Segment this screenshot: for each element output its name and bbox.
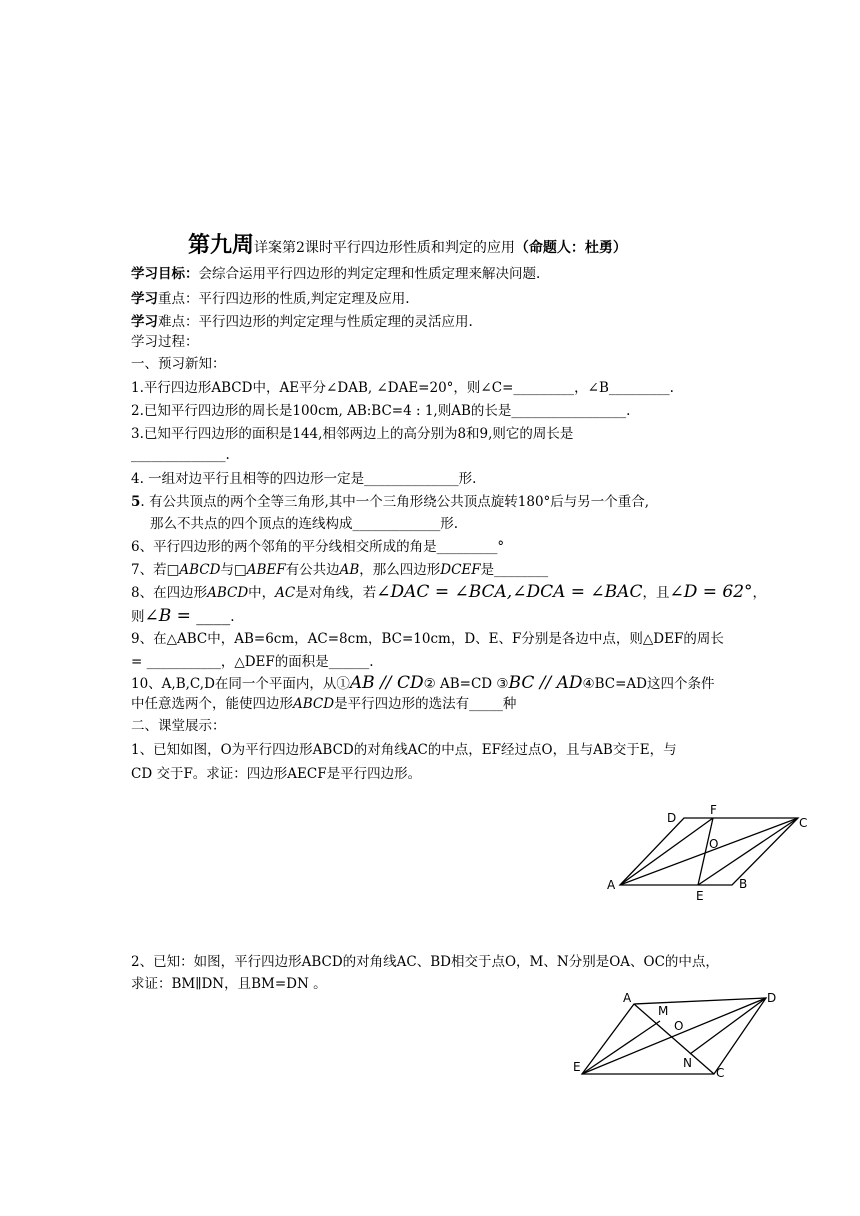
figure-2-parallelogram: [570, 988, 790, 1083]
q8-part: 8、在四边形: [131, 585, 208, 601]
figure-1-label: C: [799, 816, 808, 830]
question-7: [131, 564, 548, 578]
q8-formula: ∠D = 62°: [669, 582, 753, 602]
problem-2b: 求证：BM∥DN，且BM=DN 。: [131, 976, 327, 992]
q8-part: 则: [131, 609, 145, 625]
q7-part: AB: [339, 562, 360, 578]
q8-part: ABCD: [207, 585, 249, 601]
keypoint-line: [131, 293, 410, 307]
figure-1-label: D: [667, 811, 677, 825]
keypoint-label-2: 重点：: [158, 291, 199, 307]
q7-part: □ABEF: [233, 562, 286, 578]
figure-2-label: M: [658, 1004, 669, 1018]
figure-2-label: O: [674, 1019, 684, 1033]
figure-1-label: O: [709, 837, 719, 851]
keypoint-text: 平行四边形的性质,判定定理及应用.: [198, 291, 410, 307]
difficulty-label: 学习: [131, 314, 158, 330]
question-8a: [131, 584, 766, 601]
figure-1-label: B: [739, 877, 748, 891]
q8-part: 中，: [248, 585, 276, 601]
problem-2a: 2、已知：如图，平行四边形ABCD的对角线AC、BD相交于点O，M、N分别是OA、OC的中点，: [131, 954, 719, 970]
q7-part: □ABCD: [166, 562, 221, 578]
q8-part: ，且: [642, 585, 670, 601]
objective-text: 会综合运用平行四边形的判定定理和性质定理来解决问题.: [198, 266, 541, 282]
q10-formula: BC // AD: [508, 673, 583, 693]
question-5b: 那么不共点的四个顶点的连线构成_____________形.: [150, 516, 459, 532]
title-author: （命题人：杜勇）: [514, 240, 627, 256]
difficulty-label-2: 难点：: [158, 314, 199, 330]
q8-formula: ∠B = ____: [144, 606, 231, 626]
question-3a: 3.已知平行四边形的面积是144,相邻两边上的高分别为8和9,则它的周长是: [131, 426, 574, 442]
keypoint-label: 学习: [131, 291, 158, 307]
question-10b: [131, 698, 516, 712]
q7-part: 与: [220, 562, 234, 578]
problem-1a: 1、已知如图，O为平行四边形ABCD的对角线AC的中点，EF经过点O，且与AB交于E，与: [131, 742, 677, 758]
figure-1-parallelogram: [600, 800, 820, 905]
page-title: [188, 228, 627, 259]
q8-formula: ∠DAC = ∠BCA,∠DCA = ∠BAC: [376, 582, 643, 602]
figure-2-label: D: [767, 991, 777, 1005]
figure-1-label: A: [607, 878, 616, 892]
problem-1b: CD 交于F。求证：四边形AECF是平行四边形。: [131, 766, 422, 782]
section2-heading: 二、课堂展示：: [131, 718, 226, 734]
objective-line: [131, 268, 540, 282]
q8-part: ，: [752, 585, 767, 601]
figure-2-label: N: [683, 1056, 692, 1070]
q7-part: 是________: [480, 562, 549, 578]
q7-part: ，那么四边形: [359, 562, 441, 578]
difficulty-text: 平行四边形的判定定理与性质定理的灵活应用.: [198, 314, 473, 330]
question-3b: ______________.: [131, 447, 230, 463]
section1-heading: 一、预习新知：: [131, 356, 226, 372]
q7-part: 7、若: [131, 562, 167, 578]
q10-formula: AB // CD: [349, 673, 424, 693]
title-week: 第九周: [188, 232, 255, 258]
question-8b: [131, 608, 235, 625]
figure-2-label: E: [573, 1060, 581, 1074]
q8-part: 是对角线，若: [295, 585, 377, 601]
q7-part: 有公共边: [285, 562, 340, 578]
figure-1-label: F: [710, 803, 717, 817]
figure-2-label: A: [623, 991, 632, 1005]
q10-part: 是平行四边形的选法有_____种: [334, 696, 517, 712]
figure-1-label: E: [696, 889, 704, 903]
question-4: 4. 一组对边平行且相等的四边形一定是______________形.: [131, 471, 477, 487]
figure-2-label: C: [716, 1066, 725, 1080]
question-6: 6、平行四边形的两个邻角的平分线相交所成的角是_________°: [131, 539, 505, 555]
q10-part: 中任意选两个，能使四边形: [131, 696, 293, 712]
question-10a: [131, 675, 715, 692]
process-label: 学习过程：: [131, 334, 199, 350]
q7-part: DCEF: [440, 562, 481, 578]
title-subtitle: 详案第2课时平行四边形性质和判定的应用: [254, 240, 515, 256]
q8-part: AC: [275, 585, 296, 601]
question-9b: = ___________，△DEF的面积是______.: [131, 654, 374, 670]
q8-part: .: [230, 609, 235, 625]
q10-part: ABCD: [293, 696, 335, 712]
q10-part: ② AB=CD ③: [423, 676, 509, 692]
question-9a: 9、在△ABC中，AB=6cm，AC=8cm，BC=10cm，D、E、F分别是各边中点，则△DEF的周长: [131, 631, 724, 647]
difficulty-line: [131, 316, 473, 330]
q10-part: ④BC=AD这四个条件: [582, 676, 715, 692]
question-5-number: 5: [131, 494, 141, 510]
question-1: 1.平行四边形ABCD中，AE平分∠DAB, ∠DAE=20°，则∠C=_________，∠B_________.: [131, 380, 674, 396]
objective-label: 学习目标：: [131, 266, 199, 282]
question-2: 2.已知平行四边形的周长是100cm, AB:BC=4 : 1,则AB的长是_________________.: [131, 403, 631, 419]
question-5a: [131, 496, 649, 510]
question-5-text: . 有公共顶点的两个全等三角形,其中一个三角形绕公共顶点旋转180°后与另一个重合,: [140, 494, 650, 510]
q10-part: 10、A,B,C,D在同一个平面内，从①: [131, 676, 350, 692]
